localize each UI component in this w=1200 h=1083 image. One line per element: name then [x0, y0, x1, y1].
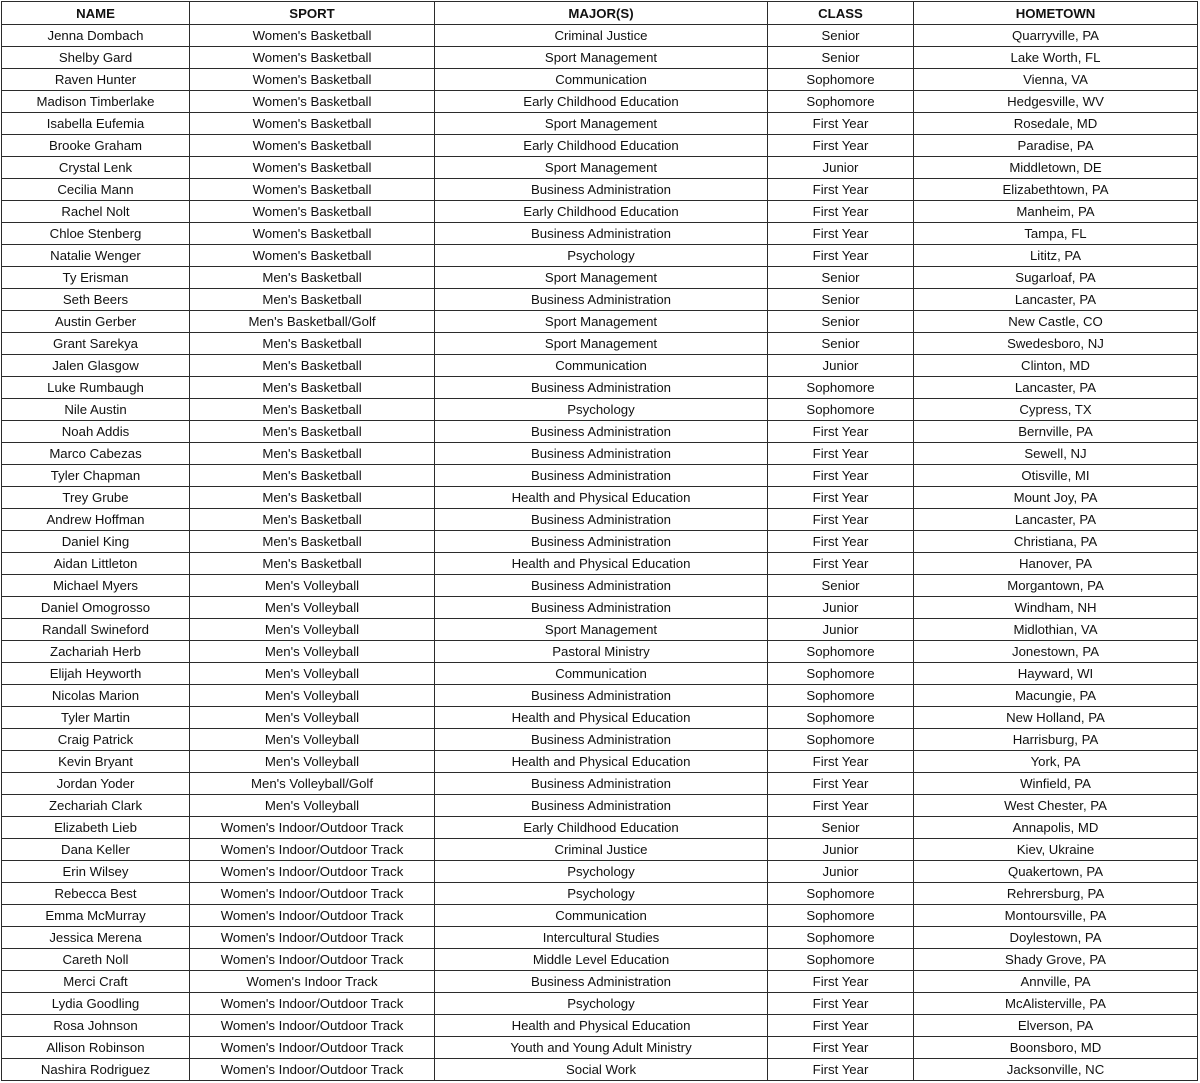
cell-hometown: Annville, PA [914, 971, 1198, 993]
cell-name: Allison Robinson [2, 1037, 190, 1059]
table-row [2, 553, 1198, 575]
cell-class: Sophomore [768, 707, 914, 729]
table-row [2, 905, 1198, 927]
cell-majors: Business Administration [435, 795, 768, 817]
cell-class: First Year [768, 1015, 914, 1037]
table-row [2, 245, 1198, 267]
cell-name: Chloe Stenberg [2, 223, 190, 245]
cell-name: Zachariah Herb [2, 641, 190, 663]
cell-class: Sophomore [768, 883, 914, 905]
cell-hometown: Rehrersburg, PA [914, 883, 1198, 905]
table-row [2, 223, 1198, 245]
cell-majors: Sport Management [435, 47, 768, 69]
cell-majors: Business Administration [435, 421, 768, 443]
cell-name: Zechariah Clark [2, 795, 190, 817]
cell-hometown: Lancaster, PA [914, 377, 1198, 399]
cell-name: Ty Erisman [2, 267, 190, 289]
cell-sport: Women's Indoor/Outdoor Track [190, 861, 435, 883]
column-header-majors: MAJOR(S) [435, 2, 768, 25]
cell-sport: Women's Basketball [190, 223, 435, 245]
cell-class: First Year [768, 421, 914, 443]
cell-sport: Women's Indoor/Outdoor Track [190, 905, 435, 927]
cell-sport: Men's Basketball [190, 465, 435, 487]
cell-class: Junior [768, 355, 914, 377]
table-row [2, 157, 1198, 179]
cell-majors: Intercultural Studies [435, 927, 768, 949]
cell-class: Sophomore [768, 685, 914, 707]
cell-class: Senior [768, 817, 914, 839]
cell-majors: Business Administration [435, 597, 768, 619]
cell-name: Erin Wilsey [2, 861, 190, 883]
cell-class: First Year [768, 487, 914, 509]
table-row [2, 971, 1198, 993]
cell-name: Daniel Omogrosso [2, 597, 190, 619]
table-row [2, 1059, 1198, 1081]
cell-name: Craig Patrick [2, 729, 190, 751]
cell-name: Cecilia Mann [2, 179, 190, 201]
cell-hometown: Lititz, PA [914, 245, 1198, 267]
cell-hometown: Otisville, MI [914, 465, 1198, 487]
cell-name: Rebecca Best [2, 883, 190, 905]
cell-name: Isabella Eufemia [2, 113, 190, 135]
cell-majors: Business Administration [435, 377, 768, 399]
cell-majors: Psychology [435, 245, 768, 267]
cell-class: Senior [768, 267, 914, 289]
cell-hometown: Annapolis, MD [914, 817, 1198, 839]
table-row [2, 311, 1198, 333]
cell-class: Sophomore [768, 91, 914, 113]
cell-name: Austin Gerber [2, 311, 190, 333]
cell-sport: Women's Indoor/Outdoor Track [190, 817, 435, 839]
table-row [2, 993, 1198, 1015]
cell-hometown: Elizabethtown, PA [914, 179, 1198, 201]
cell-class: Senior [768, 575, 914, 597]
cell-name: Tyler Martin [2, 707, 190, 729]
cell-class: Sophomore [768, 663, 914, 685]
table-row [2, 25, 1198, 47]
cell-sport: Men's Basketball [190, 531, 435, 553]
cell-class: Sophomore [768, 927, 914, 949]
cell-hometown: New Castle, CO [914, 311, 1198, 333]
cell-majors: Communication [435, 663, 768, 685]
header-row [2, 2, 1198, 25]
cell-sport: Women's Indoor/Outdoor Track [190, 1059, 435, 1081]
cell-hometown: Boonsboro, MD [914, 1037, 1198, 1059]
cell-class: First Year [768, 553, 914, 575]
cell-class: Junior [768, 619, 914, 641]
cell-class: First Year [768, 509, 914, 531]
cell-sport: Men's Basketball [190, 289, 435, 311]
cell-majors: Sport Management [435, 311, 768, 333]
cell-hometown: Doylestown, PA [914, 927, 1198, 949]
cell-name: Andrew Hoffman [2, 509, 190, 531]
table-row [2, 179, 1198, 201]
cell-class: First Year [768, 795, 914, 817]
cell-name: Dana Keller [2, 839, 190, 861]
cell-class: Junior [768, 839, 914, 861]
cell-name: Emma McMurray [2, 905, 190, 927]
table-row [2, 707, 1198, 729]
cell-majors: Criminal Justice [435, 839, 768, 861]
cell-hometown: Lancaster, PA [914, 509, 1198, 531]
cell-name: Jordan Yoder [2, 773, 190, 795]
cell-sport: Women's Indoor/Outdoor Track [190, 1037, 435, 1059]
cell-name: Natalie Wenger [2, 245, 190, 267]
cell-sport: Women's Basketball [190, 179, 435, 201]
cell-hometown: Bernville, PA [914, 421, 1198, 443]
table-row [2, 927, 1198, 949]
table-row [2, 333, 1198, 355]
cell-class: First Year [768, 179, 914, 201]
table-row [2, 949, 1198, 971]
cell-majors: Sport Management [435, 267, 768, 289]
column-header-sport: SPORT [190, 2, 435, 25]
cell-sport: Men's Basketball [190, 399, 435, 421]
table-row [2, 1015, 1198, 1037]
cell-class: Sophomore [768, 641, 914, 663]
table-row [2, 201, 1198, 223]
cell-name: Jenna Dombach [2, 25, 190, 47]
cell-sport: Women's Basketball [190, 91, 435, 113]
cell-majors: Business Administration [435, 465, 768, 487]
cell-name: Luke Rumbaugh [2, 377, 190, 399]
table-row [2, 597, 1198, 619]
cell-name: Nashira Rodriguez [2, 1059, 190, 1081]
cell-name: Grant Sarekya [2, 333, 190, 355]
cell-name: Brooke Graham [2, 135, 190, 157]
cell-name: Jalen Glasgow [2, 355, 190, 377]
cell-class: Sophomore [768, 377, 914, 399]
table-row [2, 883, 1198, 905]
column-header-class: CLASS [768, 2, 914, 25]
cell-name: Rosa Johnson [2, 1015, 190, 1037]
cell-class: First Year [768, 1037, 914, 1059]
cell-sport: Women's Indoor/Outdoor Track [190, 993, 435, 1015]
cell-majors: Early Childhood Education [435, 817, 768, 839]
cell-sport: Men's Volleyball [190, 685, 435, 707]
table-row [2, 531, 1198, 553]
cell-sport: Men's Basketball [190, 267, 435, 289]
cell-class: Sophomore [768, 69, 914, 91]
cell-name: Shelby Gard [2, 47, 190, 69]
cell-majors: Psychology [435, 861, 768, 883]
cell-hometown: Macungie, PA [914, 685, 1198, 707]
cell-name: Crystal Lenk [2, 157, 190, 179]
cell-majors: Sport Management [435, 157, 768, 179]
table-row [2, 685, 1198, 707]
cell-name: Merci Craft [2, 971, 190, 993]
cell-hometown: Hanover, PA [914, 553, 1198, 575]
cell-hometown: Mount Joy, PA [914, 487, 1198, 509]
cell-majors: Health and Physical Education [435, 553, 768, 575]
cell-majors: Business Administration [435, 575, 768, 597]
table-row [2, 817, 1198, 839]
cell-majors: Psychology [435, 883, 768, 905]
cell-class: First Year [768, 1059, 914, 1081]
cell-name: Jessica Merena [2, 927, 190, 949]
cell-majors: Criminal Justice [435, 25, 768, 47]
cell-hometown: Sugarloaf, PA [914, 267, 1198, 289]
table-header [2, 2, 1198, 25]
cell-sport: Women's Basketball [190, 47, 435, 69]
cell-sport: Women's Basketball [190, 157, 435, 179]
table-row [2, 663, 1198, 685]
table-row [2, 377, 1198, 399]
cell-hometown: Midlothian, VA [914, 619, 1198, 641]
cell-name: Michael Myers [2, 575, 190, 597]
roster-sheet [1, 1, 1197, 1081]
cell-hometown: Quarryville, PA [914, 25, 1198, 47]
cell-majors: Sport Management [435, 619, 768, 641]
cell-hometown: Hedgesville, WV [914, 91, 1198, 113]
cell-class: First Year [768, 135, 914, 157]
cell-majors: Middle Level Education [435, 949, 768, 971]
cell-hometown: Winfield, PA [914, 773, 1198, 795]
cell-name: Trey Grube [2, 487, 190, 509]
cell-majors: Health and Physical Education [435, 487, 768, 509]
cell-hometown: Jonestown, PA [914, 641, 1198, 663]
cell-sport: Men's Volleyball/Golf [190, 773, 435, 795]
cell-majors: Early Childhood Education [435, 135, 768, 157]
cell-class: Junior [768, 861, 914, 883]
cell-majors: Business Administration [435, 773, 768, 795]
cell-majors: Business Administration [435, 531, 768, 553]
cell-class: First Year [768, 971, 914, 993]
table-row [2, 47, 1198, 69]
cell-majors: Business Administration [435, 509, 768, 531]
cell-hometown: Lancaster, PA [914, 289, 1198, 311]
table-body [2, 25, 1198, 1081]
cell-class: First Year [768, 993, 914, 1015]
cell-name: Careth Noll [2, 949, 190, 971]
cell-majors: Sport Management [435, 333, 768, 355]
cell-hometown: McAlisterville, PA [914, 993, 1198, 1015]
cell-class: First Year [768, 245, 914, 267]
cell-sport: Men's Volleyball [190, 597, 435, 619]
table-row [2, 267, 1198, 289]
cell-hometown: Kiev, Ukraine [914, 839, 1198, 861]
cell-name: Randall Swineford [2, 619, 190, 641]
cell-name: Marco Cabezas [2, 443, 190, 465]
cell-sport: Men's Volleyball [190, 575, 435, 597]
table-row [2, 487, 1198, 509]
cell-majors: Early Childhood Education [435, 201, 768, 223]
cell-hometown: Rosedale, MD [914, 113, 1198, 135]
cell-class: First Year [768, 223, 914, 245]
cell-class: Senior [768, 333, 914, 355]
table-row [2, 861, 1198, 883]
cell-hometown: Shady Grove, PA [914, 949, 1198, 971]
cell-sport: Women's Basketball [190, 135, 435, 157]
cell-majors: Social Work [435, 1059, 768, 1081]
cell-majors: Psychology [435, 993, 768, 1015]
cell-sport: Women's Basketball [190, 69, 435, 91]
cell-majors: Business Administration [435, 685, 768, 707]
table-row [2, 729, 1198, 751]
cell-sport: Men's Basketball [190, 377, 435, 399]
table-row [2, 421, 1198, 443]
cell-majors: Business Administration [435, 179, 768, 201]
cell-sport: Women's Indoor/Outdoor Track [190, 839, 435, 861]
cell-name: Seth Beers [2, 289, 190, 311]
cell-class: Senior [768, 311, 914, 333]
cell-hometown: Cypress, TX [914, 399, 1198, 421]
table-row [2, 773, 1198, 795]
cell-name: Rachel Nolt [2, 201, 190, 223]
cell-class: Sophomore [768, 905, 914, 927]
cell-name: Nicolas Marion [2, 685, 190, 707]
cell-sport: Men's Volleyball [190, 641, 435, 663]
table-row [2, 619, 1198, 641]
cell-hometown: Quakertown, PA [914, 861, 1198, 883]
column-header-name: NAME [2, 2, 190, 25]
cell-sport: Women's Indoor Track [190, 971, 435, 993]
cell-class: First Year [768, 201, 914, 223]
table-row [2, 839, 1198, 861]
cell-sport: Men's Basketball [190, 355, 435, 377]
table-row [2, 509, 1198, 531]
cell-majors: Health and Physical Education [435, 707, 768, 729]
cell-sport: Women's Indoor/Outdoor Track [190, 949, 435, 971]
table-row [2, 641, 1198, 663]
cell-majors: Business Administration [435, 289, 768, 311]
table-row [2, 113, 1198, 135]
cell-name: Noah Addis [2, 421, 190, 443]
cell-sport: Men's Basketball [190, 443, 435, 465]
cell-class: Junior [768, 157, 914, 179]
cell-sport: Men's Basketball [190, 509, 435, 531]
cell-name: Nile Austin [2, 399, 190, 421]
cell-majors: Business Administration [435, 443, 768, 465]
cell-name: Madison Timberlake [2, 91, 190, 113]
cell-sport: Men's Basketball/Golf [190, 311, 435, 333]
cell-class: Sophomore [768, 949, 914, 971]
cell-hometown: Christiana, PA [914, 531, 1198, 553]
cell-sport: Men's Volleyball [190, 795, 435, 817]
cell-hometown: Windham, NH [914, 597, 1198, 619]
cell-sport: Men's Basketball [190, 421, 435, 443]
cell-hometown: Jacksonville, NC [914, 1059, 1198, 1081]
table-row [2, 399, 1198, 421]
cell-name: Daniel King [2, 531, 190, 553]
cell-majors: Early Childhood Education [435, 91, 768, 113]
cell-name: Aidan Littleton [2, 553, 190, 575]
cell-sport: Men's Basketball [190, 333, 435, 355]
cell-sport: Men's Basketball [190, 487, 435, 509]
cell-majors: Youth and Young Adult Ministry [435, 1037, 768, 1059]
cell-sport: Women's Indoor/Outdoor Track [190, 1015, 435, 1037]
column-header-hometown: HOMETOWN [914, 2, 1198, 25]
cell-name: Lydia Goodling [2, 993, 190, 1015]
table-row [2, 443, 1198, 465]
cell-hometown: Paradise, PA [914, 135, 1198, 157]
cell-majors: Pastoral Ministry [435, 641, 768, 663]
cell-hometown: Vienna, VA [914, 69, 1198, 91]
cell-majors: Health and Physical Education [435, 1015, 768, 1037]
cell-majors: Psychology [435, 399, 768, 421]
cell-sport: Men's Volleyball [190, 663, 435, 685]
table-row [2, 795, 1198, 817]
table-row [2, 1037, 1198, 1059]
table-row [2, 355, 1198, 377]
roster-table [1, 1, 1198, 1081]
cell-hometown: New Holland, PA [914, 707, 1198, 729]
cell-hometown: Middletown, DE [914, 157, 1198, 179]
cell-hometown: Tampa, FL [914, 223, 1198, 245]
cell-class: Senior [768, 289, 914, 311]
cell-hometown: Harrisburg, PA [914, 729, 1198, 751]
cell-class: First Year [768, 465, 914, 487]
cell-sport: Men's Volleyball [190, 729, 435, 751]
cell-sport: Women's Basketball [190, 113, 435, 135]
cell-majors: Communication [435, 355, 768, 377]
cell-hometown: Clinton, MD [914, 355, 1198, 377]
table-row [2, 135, 1198, 157]
cell-majors: Communication [435, 905, 768, 927]
table-row [2, 575, 1198, 597]
cell-hometown: West Chester, PA [914, 795, 1198, 817]
cell-hometown: Lake Worth, FL [914, 47, 1198, 69]
cell-name: Tyler Chapman [2, 465, 190, 487]
cell-majors: Business Administration [435, 971, 768, 993]
cell-hometown: Swedesboro, NJ [914, 333, 1198, 355]
cell-name: Elizabeth Lieb [2, 817, 190, 839]
cell-majors: Business Administration [435, 729, 768, 751]
cell-class: Senior [768, 25, 914, 47]
table-row [2, 465, 1198, 487]
cell-majors: Communication [435, 69, 768, 91]
cell-sport: Men's Volleyball [190, 707, 435, 729]
cell-class: First Year [768, 443, 914, 465]
cell-hometown: Sewell, NJ [914, 443, 1198, 465]
table-row [2, 69, 1198, 91]
cell-class: Junior [768, 597, 914, 619]
cell-class: First Year [768, 113, 914, 135]
cell-sport: Women's Indoor/Outdoor Track [190, 883, 435, 905]
cell-name: Elijah Heyworth [2, 663, 190, 685]
cell-hometown: Elverson, PA [914, 1015, 1198, 1037]
table-row [2, 91, 1198, 113]
cell-sport: Women's Basketball [190, 25, 435, 47]
cell-sport: Women's Basketball [190, 201, 435, 223]
cell-hometown: Montoursville, PA [914, 905, 1198, 927]
cell-name: Kevin Bryant [2, 751, 190, 773]
cell-name: Raven Hunter [2, 69, 190, 91]
cell-hometown: Manheim, PA [914, 201, 1198, 223]
cell-class: First Year [768, 751, 914, 773]
cell-class: Sophomore [768, 729, 914, 751]
cell-class: First Year [768, 531, 914, 553]
cell-sport: Men's Basketball [190, 553, 435, 575]
cell-sport: Women's Indoor/Outdoor Track [190, 927, 435, 949]
table-row [2, 289, 1198, 311]
cell-sport: Women's Basketball [190, 245, 435, 267]
cell-hometown: York, PA [914, 751, 1198, 773]
table-row [2, 751, 1198, 773]
cell-sport: Men's Volleyball [190, 751, 435, 773]
cell-majors: Sport Management [435, 113, 768, 135]
cell-majors: Business Administration [435, 223, 768, 245]
cell-hometown: Hayward, WI [914, 663, 1198, 685]
cell-sport: Men's Volleyball [190, 619, 435, 641]
cell-class: Sophomore [768, 399, 914, 421]
cell-majors: Health and Physical Education [435, 751, 768, 773]
cell-class: First Year [768, 773, 914, 795]
cell-class: Senior [768, 47, 914, 69]
cell-hometown: Morgantown, PA [914, 575, 1198, 597]
